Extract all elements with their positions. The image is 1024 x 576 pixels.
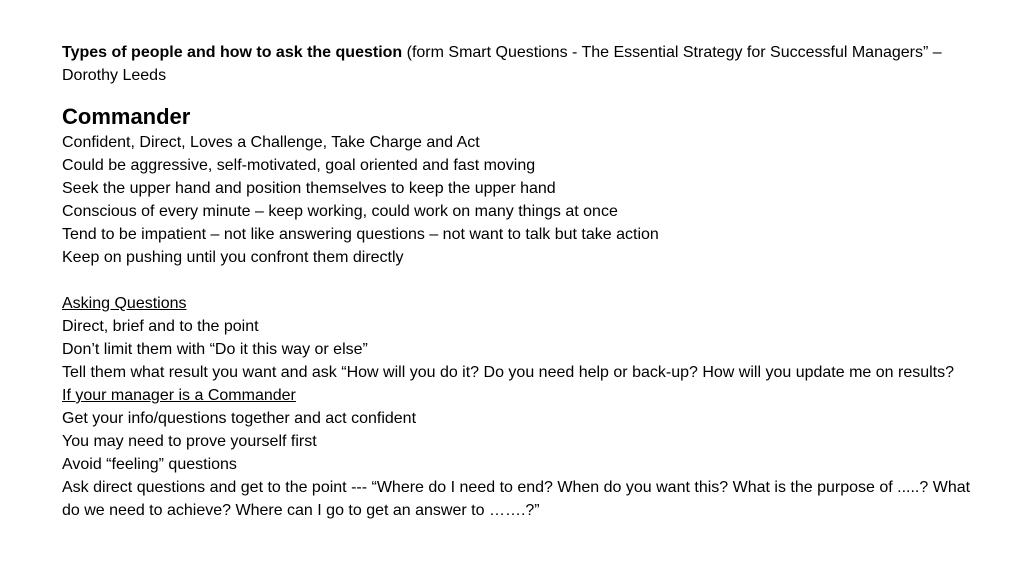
traits-list <box>62 131 982 269</box>
slide-content <box>62 41 982 522</box>
asking-item: Tell them what result you want and ask “How will you do it? Do you need help or back-up? How will you update me on results? <box>62 364 955 381</box>
trait-line: Confident, Direct, Loves a Challenge, Take Charge and Act <box>62 134 480 151</box>
manager-item: Ask direct questions and get to the point --- “Where do I need to end? When do you want this? What is the purpose of .....? What do we need to achieve? Where can I go to get an answer to …….?” <box>62 479 971 519</box>
manager-item: Get your info/questions together and act confident <box>62 410 417 427</box>
manager-item: You may need to prove yourself first <box>62 433 317 450</box>
asking-questions-section <box>62 292 982 384</box>
trait-line: Seek the upper hand and position themselves to keep the upper hand <box>62 180 556 197</box>
asking-questions-label: Asking Questions <box>62 295 187 312</box>
manager-section <box>62 384 982 522</box>
asking-item: Don’t limit them with “Do it this way or else” <box>62 341 368 358</box>
title-bold-text: Types of people and how to ask the question <box>62 44 403 61</box>
spacer <box>62 269 982 292</box>
trait-line: Keep on pushing until you confront them directly <box>62 249 404 266</box>
trait-line: Could be aggressive, self-motivated, goal oriented and fast moving <box>62 157 536 174</box>
trait-line: Tend to be impatient – not like answering questions – not want to talk but take action <box>62 226 659 243</box>
trait-line: Conscious of every minute – keep working, could work on many things at once <box>62 203 618 220</box>
asking-item: Direct, brief and to the point <box>62 318 259 335</box>
manager-item: Avoid “feeling” questions <box>62 456 237 473</box>
title-source-text: (form Smart Questions - The Essential Strategy for Successful Managers” – Dorothy Leeds <box>62 44 942 84</box>
section-heading: Commander <box>62 104 191 129</box>
manager-label: If your manager is a Commander <box>62 387 296 404</box>
slide-title <box>62 41 982 87</box>
